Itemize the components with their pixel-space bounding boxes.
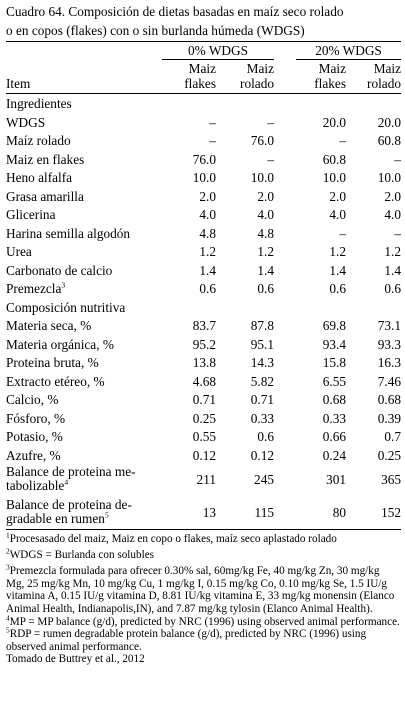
row-label: Urea	[6, 244, 32, 259]
row-label: Azufre, %	[6, 447, 61, 463]
table-cell: 16.3	[377, 355, 402, 370]
table-row	[6, 445, 401, 464]
table-cell: 1.4	[257, 262, 274, 278]
table-cell: 20.0	[322, 114, 346, 130]
footnote-3: $^3$Premezcla formulada para ofrecer 0.30% sal, 60mg/kg Fe, 40 mg/kg Zn, 30 mg/kg Mg, 25 mg/kg Mn, 10 mg/kg Cu, 1 mg/kg I, 0.15 mg/kg Co, 0.10 mg/kg Se, 1.5 IU/g vitamina A, 0.15 IU/g vitamina D, 8.81 IU/kg vitamina E, 33 mg/kg monensin (Elanco Animal Health, Indianapolis,IN), and 7.87 mg/kg tylosin (Elanco Animal Health).	[6, 562, 395, 615]
table-cell: 4.0	[384, 207, 402, 222]
table-row	[6, 464, 401, 497]
table-cell: 0.7	[384, 429, 402, 444]
table-row	[6, 353, 401, 372]
table-cell: –	[267, 114, 274, 130]
table-caption	[6, 2, 401, 40]
table-cell: 60.8	[322, 151, 346, 167]
table-cell: 10.0	[377, 170, 402, 185]
table-cell: 95.1	[250, 336, 274, 352]
footnote-1: $^1$Procesasado del maiz, Maiz en copo o flakes, maíz seco aplastado rolado	[6, 530, 337, 545]
row-label: Heno alfalfa	[6, 170, 73, 185]
table-cell: 1.4	[199, 262, 216, 278]
row-label: Fósforo, %	[6, 410, 66, 426]
table-row	[6, 168, 401, 187]
table-cell: 87.8	[250, 318, 274, 333]
table-cell: 1.2	[329, 244, 346, 259]
row-label: Grasa amarilla	[6, 188, 84, 204]
table-cell: 76.0	[250, 133, 274, 148]
group-header-20-wdgs: 20% WDGS	[274, 42, 401, 61]
table-cell: 76.0	[192, 151, 216, 167]
table-cell: 0.24	[322, 447, 346, 463]
table-cell: 0.71	[192, 392, 216, 407]
table-cell: 60.8	[377, 133, 402, 148]
table-cell: 0.6	[384, 281, 402, 296]
table-row	[6, 390, 401, 409]
row-label: Potasio, %	[6, 429, 63, 444]
table-row	[6, 497, 401, 530]
diet-composition-table	[6, 41, 401, 530]
table-cell: 20.0	[377, 114, 402, 130]
table-cell: 4.8	[257, 225, 274, 241]
table-cell: 0.33	[322, 410, 346, 426]
table-cell: 0.6	[257, 281, 274, 296]
source-note: Tomado de Buttrey et al., 2012	[6, 653, 145, 666]
table-cell: 0.25	[377, 447, 402, 463]
table-cell: 1.4	[329, 262, 346, 278]
footnotes	[6, 530, 400, 666]
table-cell: –	[209, 114, 216, 130]
row-label: Calcio, %	[6, 392, 59, 407]
header-subcol-row	[6, 60, 401, 94]
table-cell: 95.2	[192, 336, 216, 352]
table-cell: 2.0	[384, 188, 402, 204]
table-cell: 7.46	[377, 373, 402, 389]
table-cell: 93.3	[377, 336, 402, 352]
table-cell: 5.82	[250, 373, 274, 389]
table-cell: 0.6	[257, 429, 274, 444]
nutrients-body	[6, 316, 401, 464]
row-label: Balance de proteina de- gradable en rumen$^5$	[6, 497, 158, 530]
table-cell: 0.66	[322, 429, 346, 444]
row-label: Maíz rolado	[6, 133, 71, 148]
table-cell: 80	[274, 497, 346, 530]
table-cell: 365	[381, 471, 402, 487]
table-cell: 2.0	[257, 188, 274, 204]
table-cell: 0.6	[199, 281, 216, 296]
section-composicion: Composición nutritiva	[6, 299, 126, 315]
subcol-header: Maiz rolado	[346, 60, 401, 94]
table-cell: 0.71	[250, 392, 274, 407]
table-cell: 10.0	[322, 170, 346, 185]
table-cell: 2.0	[199, 188, 216, 204]
table-cell: 2.0	[329, 188, 346, 204]
row-label: Harina semilla algodón	[6, 225, 131, 241]
row-label: Balance de proteina me- tabolizable$^4$	[6, 463, 136, 493]
table-cell: –	[209, 133, 216, 148]
table-cell: 0.68	[377, 392, 402, 407]
table-row	[6, 223, 401, 242]
table-cell: 69.8	[322, 318, 346, 333]
table-cell: 14.3	[250, 355, 274, 370]
subcol-header: Maiz flakes	[158, 60, 216, 94]
row-label: Glicerina	[6, 207, 56, 222]
table-cell: 0.33	[250, 410, 274, 426]
row-label: Premezcla$^3$	[6, 280, 66, 296]
table-cell: 0.6	[329, 281, 346, 296]
table-cell: 10.0	[250, 170, 274, 185]
balance-body	[6, 464, 401, 530]
footnote-5: $^5$RDP = rumen degradable protein balance (g/d), predicted by NRC (1996) using observed animal performance.	[6, 625, 367, 653]
table-row	[6, 316, 401, 335]
table-cell: –	[339, 133, 346, 148]
row-label: WDGS	[6, 114, 46, 130]
caption-line-1: Cuadro 64. Composición de dietas basadas en maíz seco rolado	[6, 4, 344, 19]
table-cell: 10.0	[192, 170, 216, 185]
table-cell: 4.0	[199, 207, 216, 222]
ingredients-body	[6, 112, 401, 297]
table-cell: 15.8	[322, 355, 346, 370]
item-column-header: Item	[6, 60, 158, 94]
subcol-header: Maiz flakes	[274, 60, 346, 94]
table-cell: 6.55	[322, 373, 346, 389]
table-cell: 73.1	[377, 318, 402, 333]
caption-line-2: o en copos (flakes) con o sin burlanda húmeda (WDGS)	[6, 23, 305, 38]
table-cell: –	[394, 225, 402, 241]
table-cell: 4.68	[192, 373, 216, 389]
table-cell: 83.7	[192, 318, 216, 333]
table-cell: 13.8	[192, 355, 216, 370]
table-cell: 0.68	[322, 392, 346, 407]
section-ingredientes: Ingredientes	[6, 96, 72, 111]
table-row	[6, 334, 401, 353]
table-row	[6, 149, 401, 168]
subcol-header: Maiz rolado	[216, 60, 274, 94]
table-cell: 93.4	[322, 336, 346, 352]
table-cell: 0.25	[192, 410, 216, 426]
table-row	[6, 427, 401, 446]
row-label: Maiz en flakes	[6, 151, 85, 167]
table-row	[6, 186, 401, 205]
table-cell: 301	[326, 471, 346, 487]
table-row	[6, 260, 401, 279]
table-row	[6, 131, 401, 150]
table-cell: 4.0	[257, 207, 274, 222]
table-cell: 152	[346, 497, 401, 530]
table-cell: 0.55	[192, 429, 216, 444]
footnote-2: $^2$WDGS = Burlanda con solubles	[6, 546, 155, 562]
table-row	[6, 242, 401, 261]
table-cell: 211	[196, 471, 216, 487]
table-row	[6, 112, 401, 131]
row-label: Extracto etéreo, %	[6, 373, 105, 389]
table-cell: 4.8	[199, 225, 216, 241]
table-cell: 245	[254, 471, 274, 487]
group-header-0-wdgs: 0% WDGS	[158, 42, 274, 61]
table-cell: 115	[216, 497, 274, 530]
table-cell: 1.2	[257, 244, 274, 259]
table-cell: 1.4	[384, 262, 402, 278]
table-row	[6, 205, 401, 224]
row-label: Materia seca, %	[6, 318, 92, 333]
table-cell: 0.12	[192, 447, 216, 463]
table-row	[6, 371, 401, 390]
table-cell: 13	[158, 497, 216, 530]
row-label: Carbonato de calcio	[6, 262, 113, 278]
table-row	[6, 408, 401, 427]
table-cell: 4.0	[329, 207, 346, 222]
table-cell: 1.2	[199, 244, 216, 259]
table-cell: –	[267, 151, 274, 167]
table-cell: –	[339, 225, 346, 241]
table-cell: –	[394, 151, 402, 167]
table-cell: 0.12	[250, 447, 274, 463]
table-cell: 1.2	[384, 244, 402, 259]
table-row	[6, 279, 401, 298]
footnote-4: $^4$MP = MP balance (g/d), predicted by NRC (1996) using observed animal performance.	[6, 612, 400, 628]
row-label: Materia orgánica, %	[6, 336, 114, 352]
table-cell: 0.39	[377, 410, 402, 426]
row-label: Proteina bruta, %	[6, 355, 99, 370]
header-group-row	[6, 42, 401, 61]
